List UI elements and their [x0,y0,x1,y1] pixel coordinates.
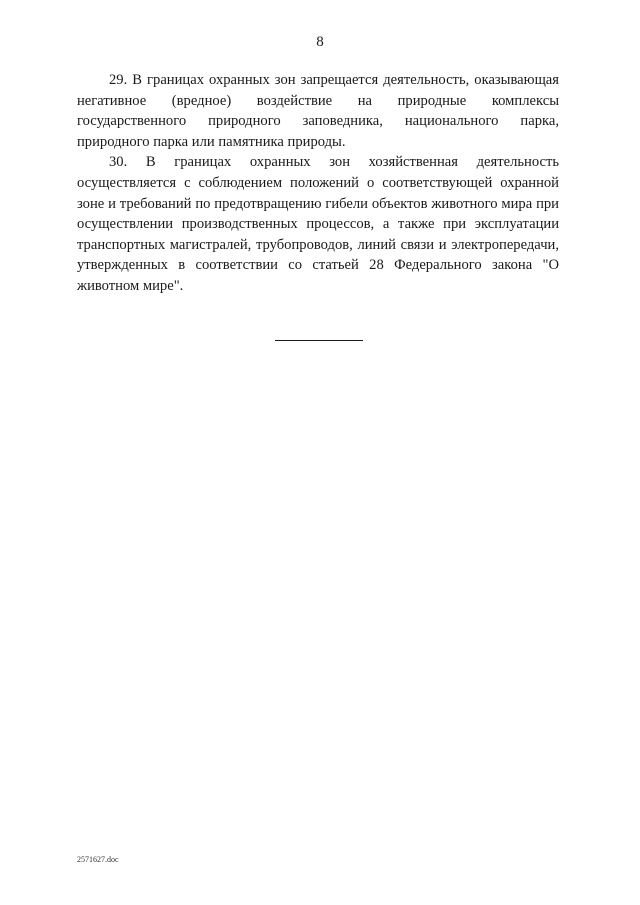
page-number: 8 [316,34,324,50]
paragraph-30: 30. В границах охранных зон хозяйственная деятельность осуществляется с соблюдением положений о соответствующей охранной зоне и требований по предотвращению гибели объектов животного мира при осуществлении производственных процессов, а также при эксплуатации транспортных магистралей, трубопроводов, линий связи и электропередачи, утвержденных в соответствии со статьей 28 Федерального закона "О животном мире". [77,154,559,294]
document-body [77,70,559,297]
paragraph-29: 29. В границах охранных зон запрещается деятельность, оказывающая негативное (вредное) воздействие на природные комплексы государственного природного заповедника, национального парка, природного парка или памятника природы. [77,72,559,150]
end-separator-line [275,340,363,341]
footer-filename: 2571627.doc [77,855,119,864]
